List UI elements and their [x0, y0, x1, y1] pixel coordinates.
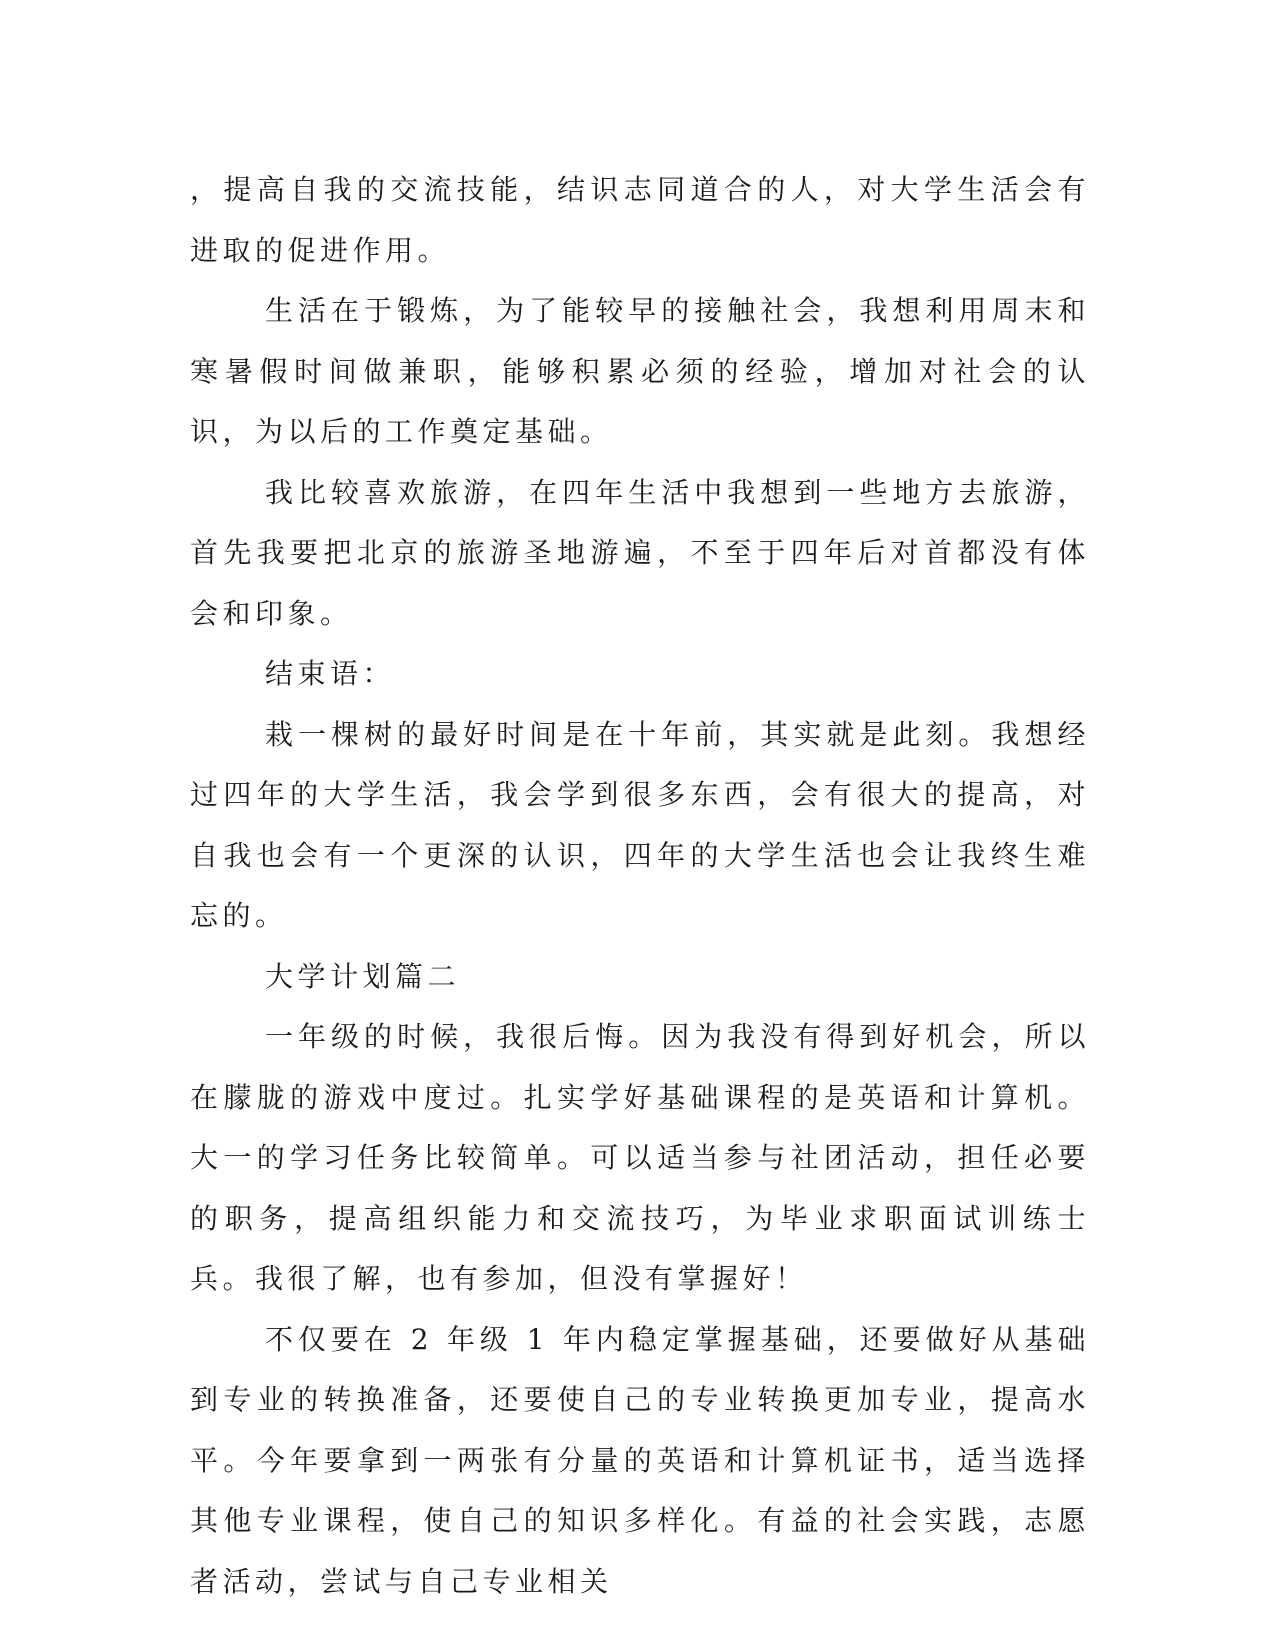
paragraph-second-year: 不仅要在 2 年级 1 年内稳定掌握基础，还要做好从基础到专业的转换准备，还要使自己的专业转换更加专业，提高水平。今年要拿到一两张有分量的英语和计算机证书，适当选择其他专业课程，使自己的知识多样化。有益的社会实践，志愿者活动，尝试与自己专业相关	[190, 1322, 1090, 1598]
paragraph-conclusion: 栽一棵树的最好时间是在十年前，其实就是此刻。我想经过四年的大学生活，我会学到很多东西，会有很大的提高，对自我也会有一个更深的认识，四年的大学生活也会让我终生难忘的。	[190, 717, 1090, 932]
paragraph-first-year: 一年级的时候，我很后悔。因为我没有得到好机会，所以在朦胧的游戏中度过。扎实学好基础课程的是英语和计算机。大一的学习任务比较简单。可以适当参与社团活动，担任必要的职务，提高组织能力和交流技巧，为毕业求职面试训练士兵。我很了解，也有参加，但没有掌握好！	[190, 1020, 1090, 1295]
paragraph-travel: 我比较喜欢旅游，在四年生活中我想到一些地方去旅游，首先我要把北京的旅游圣地游遍，不至于四年后对首都没有体会和印象。	[190, 475, 1090, 630]
section-heading-part-two: 大学计划篇二	[265, 959, 461, 993]
paragraph-continuation: ，提高自我的交流技能，结识志同道合的人，对大学生活会有进取的促进作用。	[190, 173, 1090, 267]
conclusion-heading: 结束语：	[265, 657, 396, 690]
document-body	[190, 160, 1090, 1612]
paragraph-part-time-work: 生活在于锻炼，为了能较早的接触社会，我想利用周末和寒暑假时间做兼职，能够积累必须的经验，增加对社会的认识，为以后的工作奠定基础。	[190, 294, 1090, 448]
